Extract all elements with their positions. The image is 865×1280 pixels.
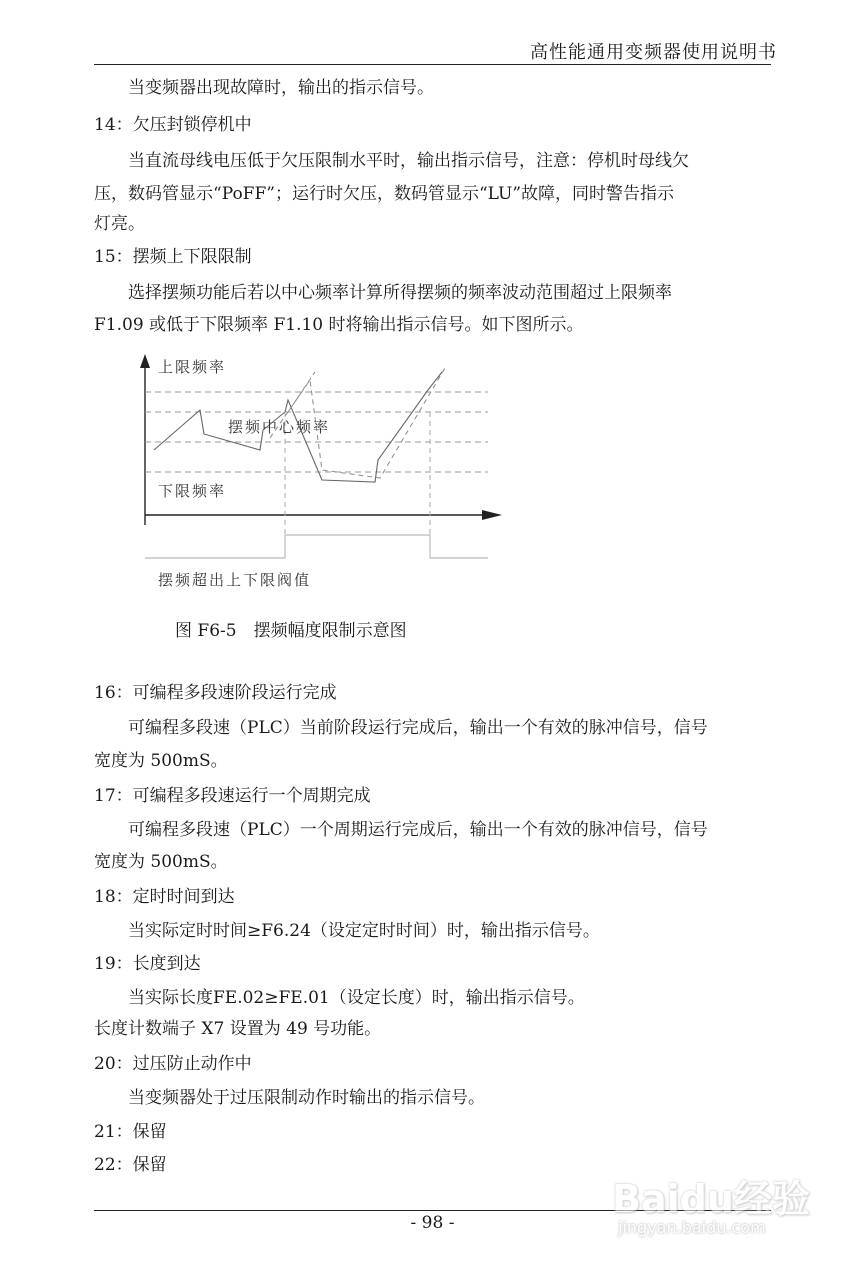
text-line: 当变频器出现故障时，输出的指示信号。 [128, 78, 434, 98]
watermark-url: jingyan.baidu.com [618, 1218, 766, 1237]
item-heading-20: 20：过压防止动作中 [94, 1054, 252, 1074]
text-line: 当直流母线电压低于欠压限制水平时，输出指示信号，注意：停机时母线欠 [128, 151, 689, 171]
x-axis-arrow [482, 510, 502, 520]
text-line: 宽度为 500mS。 [94, 751, 228, 771]
label-lower: 下限频率 [158, 482, 227, 500]
threshold-signal [145, 535, 488, 558]
item-heading-18: 18：定时时间到达 [94, 887, 235, 907]
text-line: 可编程多段速（PLC）当前阶段运行完成后，输出一个有效的脉冲信号，信号 [128, 718, 708, 738]
item-heading-14: 14：欠压封锁停机中 [94, 115, 252, 135]
text-line: 长度计数端子 X7 设置为 49 号功能。 [94, 1019, 382, 1039]
text-line: 宽度为 500mS。 [94, 852, 228, 872]
text-line: 压，数码管显示“PoFF”；运行时欠压，数码管显示“LU”故障，同时警告指示 [94, 184, 675, 204]
page-number: - 98 - [410, 1213, 455, 1233]
item-heading-21: 21：保留 [94, 1122, 167, 1142]
item-heading-15: 15：摆频上下限限制 [94, 247, 252, 267]
item-heading-22: 22：保留 [94, 1155, 167, 1175]
label-center: 摆频中心频率 [228, 418, 331, 436]
watermark-logo: Baidu经验 [612, 1177, 810, 1221]
figure-wobble-limit [110, 350, 520, 600]
header-title: 高性能通用变频器使用说明书 [530, 42, 777, 63]
text-line: F1.09 或低于下限频率 F1.10 时将输出指示信号。如下图所示。 [94, 315, 584, 335]
text-line: 灯亮。 [94, 214, 145, 234]
header-rule [94, 64, 771, 65]
item-heading-19: 19：长度到达 [94, 954, 201, 974]
text-line: 可编程多段速（PLC）一个周期运行完成后，输出一个有效的脉冲信号，信号 [128, 820, 708, 840]
label-upper: 上限频率 [158, 358, 227, 376]
figure-caption: 图 F6-5 摆频幅度限制示意图 [175, 621, 407, 641]
y-axis-arrow [140, 354, 150, 368]
item-heading-17: 17：可编程多段速运行一个周期完成 [94, 786, 371, 806]
text-line: 选择摆频功能后若以中心频率计算所得摆频的频率波动范围超过上限频率 [128, 283, 672, 303]
text-line: 当变频器处于过压限制动作时输出的指示信号。 [128, 1088, 485, 1108]
watermark [612, 1158, 822, 1248]
text-line: 当实际定时时间≥F6.24（设定定时时间）时，输出指示信号。 [128, 921, 600, 941]
text-line: 当实际长度FE.02≥FE.01（设定长度）时，输出指示信号。 [128, 988, 585, 1008]
item-heading-16: 16：可编程多段速阶段运行完成 [94, 683, 337, 703]
label-threshold: 摆频超出上下限阀值 [158, 571, 312, 589]
